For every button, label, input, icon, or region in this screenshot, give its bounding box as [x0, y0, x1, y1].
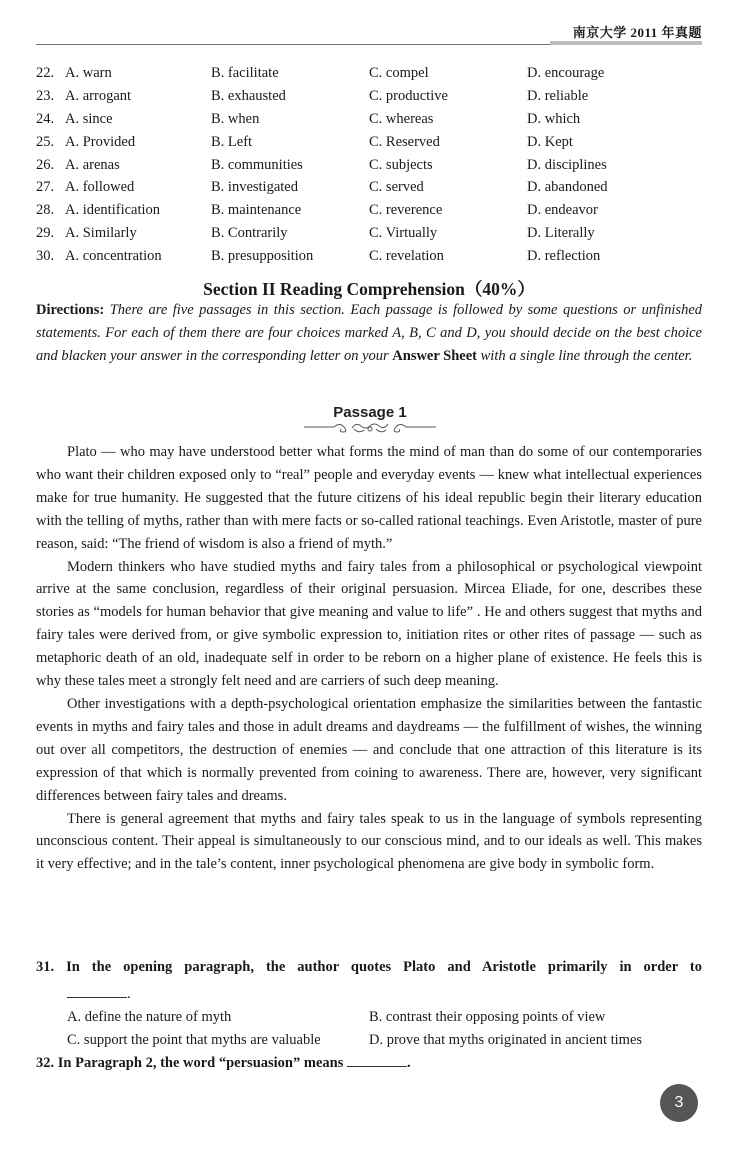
cloze-row — [36, 85, 716, 108]
option-a: A. identification — [65, 202, 161, 219]
option-a: A. arenas — [65, 156, 120, 173]
directions-text: There are five passages in this section. Each passage is followed by some questions or unfinished statements. For each of them there are four choices marked A, B, C and D, you should decide on the best choice and blacken your answer in the corresponding letter on your — [36, 302, 702, 364]
answer-blank — [67, 983, 127, 998]
question-number: 24. — [36, 110, 55, 127]
option-b: B. facilitate — [211, 65, 279, 81]
question-number: 26. — [36, 156, 55, 173]
option-b: B. when — [211, 110, 260, 127]
page-header-title: 南京大学 2011 年真题 — [572, 25, 702, 40]
cloze-row — [36, 199, 716, 222]
question-31-stem: 31. In the opening paragraph, the author quotes Plato and Aristotle primarily in order to — [36, 959, 702, 975]
page-number-badge: 3 — [660, 1084, 698, 1122]
question-number: 27. — [36, 179, 55, 196]
passage-paragraph: Modern thinkers who have studied myths and fairy tales from a philosophical or psychological viewpoint arrive at the same conclusion, regardless of their original persuasion. Mircea Eliade, for one, describes these stories as “models for human behavior that give meaning and value to life” . He and others suggest that myths and fairy tales were derived from, or give symbolic expression to, initiation rites or other rites of passage — such as metaphoric death of an old, inadequate self in order to be reborn on a higher plane of existence. He feels this is why these tales meet a strongly felt need and are carriers of such deep meaning. — [36, 558, 702, 690]
question-31-blank-line — [36, 983, 702, 1006]
question-31-option-d: D. prove that myths originated in ancient times — [369, 1031, 643, 1048]
directions — [36, 299, 702, 368]
answer-blank — [347, 1052, 407, 1067]
question-tail: . — [127, 985, 131, 1002]
question-number: 22. — [36, 65, 55, 81]
option-a: A. warn — [65, 65, 112, 81]
question-32-text: 32. In Paragraph 2, the word “persuasion” means — [36, 1054, 344, 1071]
option-d: D. Literally — [527, 225, 595, 242]
answer-sheet-label: Answer Sheet — [392, 348, 477, 364]
option-d: D. encourage — [527, 65, 605, 81]
question-32-stem — [36, 1052, 702, 1075]
option-a: A. since — [65, 110, 113, 127]
question-number: 28. — [36, 202, 55, 219]
option-c: C. Reserved — [369, 133, 440, 150]
header-accent-bar — [550, 41, 702, 45]
option-c: C. served — [369, 179, 424, 196]
question-number: 29. — [36, 225, 55, 242]
option-c: C. compel — [369, 65, 429, 81]
question-number: 25. — [36, 133, 55, 150]
option-d: D. reflection — [527, 248, 601, 265]
question-number: 30. — [36, 248, 55, 265]
directions-label: Directions: — [36, 302, 105, 318]
option-d: D. Kept — [527, 133, 573, 150]
cloze-options-table — [36, 62, 716, 268]
option-a: A. Provided — [65, 133, 136, 150]
option-b: B. presupposition — [211, 248, 314, 265]
option-b: B. exhausted — [211, 87, 286, 104]
cloze-row — [36, 245, 716, 268]
question-number: 23. — [36, 87, 55, 104]
question-31-option-a: A. define the nature of myth — [67, 1008, 232, 1025]
option-c: C. reverence — [369, 202, 443, 219]
option-c: C. productive — [369, 87, 448, 104]
question-31-option-c: C. support the point that myths are valuable — [67, 1031, 321, 1048]
passage-body — [36, 441, 702, 876]
option-a: A. followed — [65, 179, 135, 196]
option-b: B. investigated — [211, 179, 298, 196]
passage-title: Passage 1 — [333, 404, 407, 421]
cloze-row — [36, 131, 716, 154]
ornament-scroll-icon — [304, 421, 436, 435]
option-d: D. which — [527, 110, 581, 127]
cloze-row — [36, 62, 716, 85]
option-d: D. disciplines — [527, 156, 607, 173]
directions-text-end: with a single line through the center. — [477, 348, 693, 364]
option-d: D. reliable — [527, 87, 589, 104]
option-b: B. Contrarily — [211, 225, 288, 242]
option-d: D. abandoned — [527, 179, 608, 196]
option-b: B. maintenance — [211, 202, 302, 219]
option-c: C. Virtually — [369, 225, 438, 242]
questions — [36, 956, 702, 1074]
section-title: Section II Reading Comprehension（40%） — [203, 279, 535, 299]
cloze-row — [36, 176, 716, 199]
option-a: A. arrogant — [65, 87, 132, 104]
passage-paragraph: Plato — who may have understood better what forms the mind of man than do some of our contemporaries who want their children exposed only to “real” people and everyday events — knew what intellectual experiences make for true humanity. He suggested that the future citizens of his ideal republic begin their literary education with the telling of myths, rather than with mere facts or so-called rational teachings. Even Aristotle, master of pure reason, said: “The friend of wisdom is also a friend of myth.” — [36, 444, 702, 552]
option-a: A. concentration — [65, 248, 162, 265]
option-c: C. revelation — [369, 248, 444, 265]
option-b: B. Left — [211, 133, 253, 150]
question-31-options-row-1 — [36, 1006, 702, 1029]
question-31-option-b: B. contrast their opposing points of view — [369, 1008, 606, 1025]
passage-paragraph: There is general agreement that myths and fairy tales speak to us in the language of symbols representing unconscious content. Their appeal is simultaneously to our conscious mind, and to our ideals as well. This makes it very effective; and in the tale’s content, inner psychological phenomena are give body in symbolic form. — [36, 810, 702, 873]
passage-heading — [300, 404, 440, 435]
option-d: D. endeavor — [527, 202, 598, 219]
option-c: C. subjects — [369, 156, 433, 173]
cloze-row — [36, 222, 716, 245]
option-c: C. whereas — [369, 110, 434, 127]
option-a: A. Similarly — [65, 225, 137, 242]
passage-paragraph: Other investigations with a depth-psychological orientation emphasize the similarities between the fantastic events in myths and fairy tales and those in adult dreams and daydreams — the fulfillment of wishes, the winning out over all competitors, the destruction of enemies — and conclude that one attraction of this literature is its expression of that which is normally prevented from coining to awareness. There are, however, very significant differences between fairy tales and dreams. — [36, 695, 702, 804]
question-31-options-row-2 — [36, 1029, 702, 1052]
cloze-row — [36, 108, 716, 131]
question-tail: . — [406, 1054, 411, 1071]
option-b: B. communities — [211, 156, 303, 173]
cloze-row — [36, 154, 716, 177]
